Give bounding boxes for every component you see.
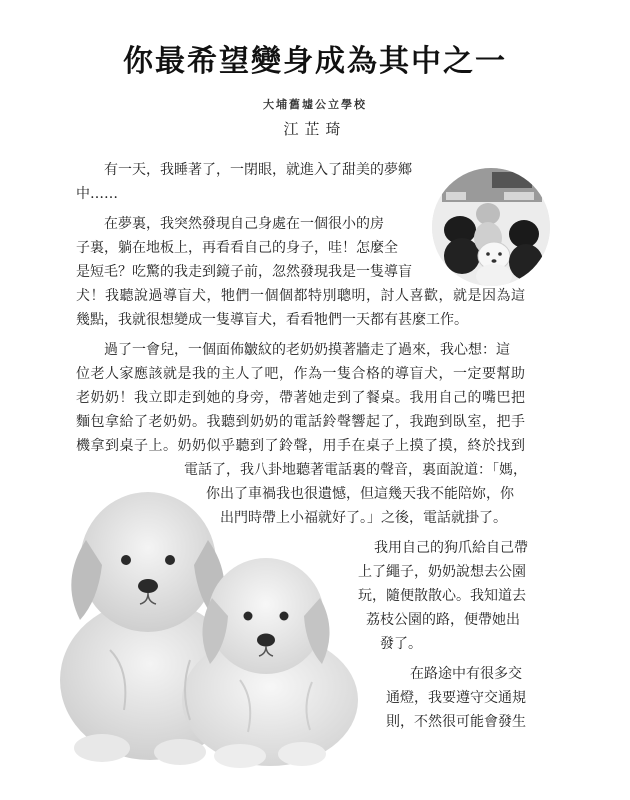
golden-retriever-puppies	[40, 470, 370, 770]
body-line: 機拿到桌子上。奶奶似乎聽到了鈴聲，用手在桌子上摸了摸，終於找到	[76, 438, 526, 454]
puppies-photo	[432, 168, 550, 286]
body-line: 位老人家應該就是我的主人了吧，作為一隻合格的導盲犬，一定要幫助	[76, 366, 526, 382]
body-line: 通燈，我要遵守交通規	[386, 690, 526, 706]
puppies-photo-icon	[432, 168, 550, 286]
puppies-illustration-icon	[40, 470, 370, 770]
body-line: 老奶奶！我立即走到她的身旁，帶著她走到了餐桌。我用自己的嘴巴把	[76, 390, 526, 406]
body-line: 你出了車禍我也很遺憾，但這幾天我不能陪妳，你	[206, 486, 514, 502]
body-line: 則，不然很可能會發生	[386, 714, 526, 730]
body-line: 玩，隨便散散心。我知道去	[358, 588, 526, 604]
body-line: 荔枝公園的路，便帶她出	[366, 612, 520, 628]
body-line: 在路途中有很多交	[410, 666, 522, 682]
body-line: 上了繩子，奶奶說想去公園	[358, 564, 526, 580]
body-line: 電話了，我八卦地聽著電話裏的聲音，裏面說道：「媽，	[184, 462, 527, 478]
body-line: 麵包拿給了老奶奶。我聽到奶奶的電話鈴聲響起了，我跑到臥室，把手	[76, 414, 526, 430]
body-line: 子裏，躺在地板上，再看看自己的身子，哇！怎麼全	[76, 240, 398, 256]
body-line: 是短毛？吃驚的我走到鏡子前，忽然發現我是一隻導盲	[76, 264, 412, 280]
body-line: 出門時帶上小福就好了。」之後，電話就掛了。	[220, 510, 507, 526]
body-line: 在夢裏，我突然發現自己身處在一個很小的房	[104, 216, 384, 232]
author-name: 江芷琦	[283, 120, 347, 138]
body-line: 我用自己的狗爪給自己帶	[374, 540, 528, 556]
page-title: 你最希望變身成為其中之一	[123, 44, 507, 79]
school-name: 大埔舊墟公立學校	[263, 98, 367, 111]
body-line: 中……	[76, 186, 118, 202]
body-line: 有一天，我睡著了，一閉眼，就進入了甜美的夢鄉	[104, 162, 412, 178]
body-line: 犬！我聽說過導盲犬，牠們一個個都特別聰明，討人喜歡，就是因為這	[76, 288, 526, 304]
body-line: 幾點，我就很想變成一隻導盲犬，看看牠們一天都有甚麼工作。	[76, 312, 468, 328]
body-line: 過了一會兒，一個面佈皺紋的老奶奶摸著牆走了過來，我心想：這	[104, 342, 510, 358]
body-line: 發了。	[380, 636, 422, 652]
